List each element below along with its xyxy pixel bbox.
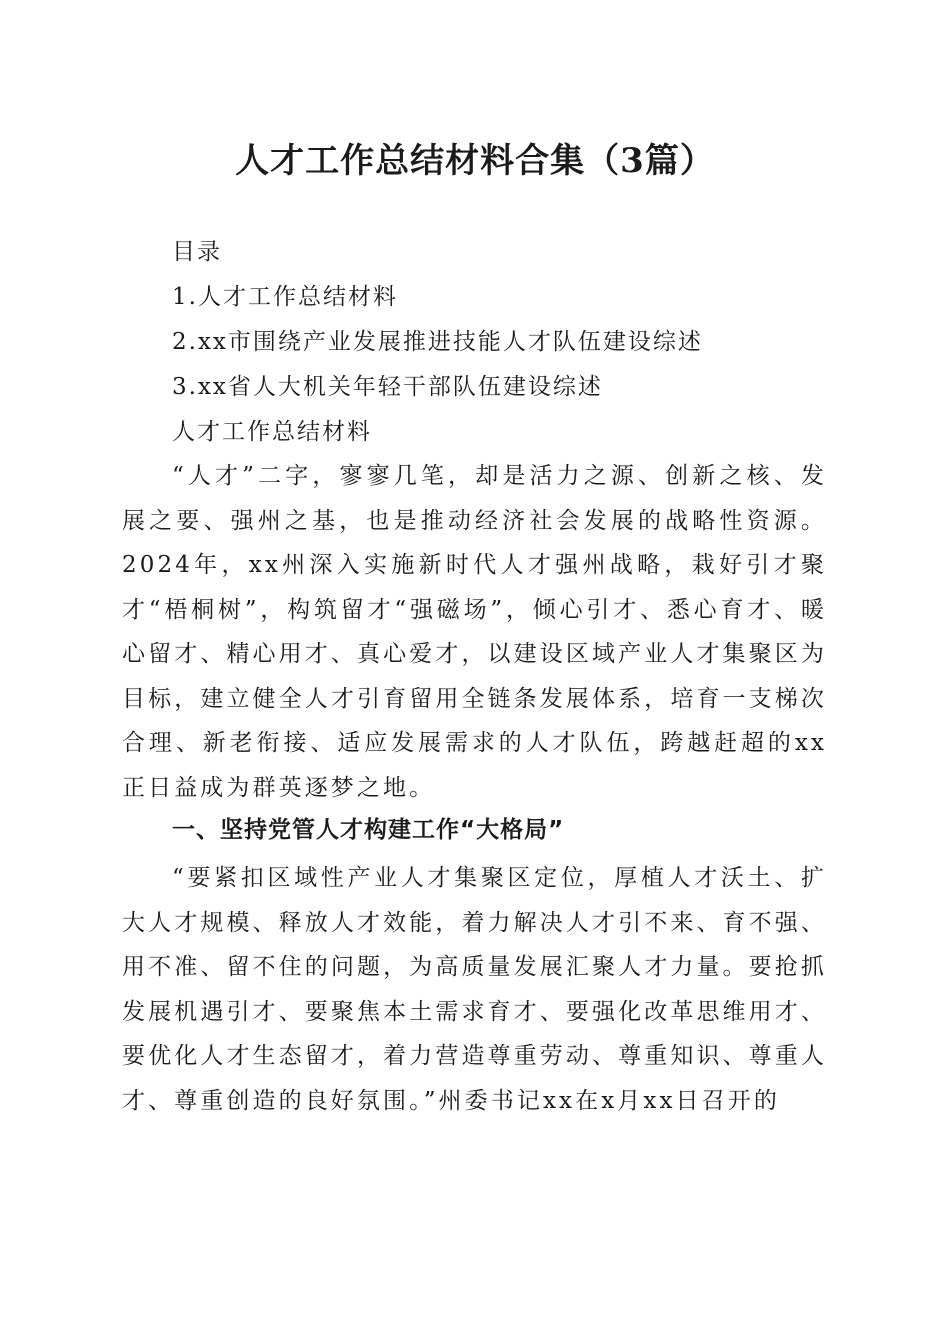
table-of-contents	[172, 230, 872, 455]
document-title: 人才工作总结材料合集（3篇）	[235, 141, 715, 181]
body-paragraph: “要紧扣区域性产业人才集聚区定位，厚植人才沃土、扩大人才规模、释放人才效能，着力解决人才引不来、育不强、用不准、留不住的问题，为高质量发展汇聚人才力量。要抢抓发展机遇引才、要聚焦本土需求育才、要强化改革思维用才、要优化人才生态留才，着力营造尊重劳动、尊重知识、尊重人才、尊重创造的良好氛围。”州委书记xx在x月xx日召开的	[122, 865, 827, 1114]
section-heading: 一、坚持党管人才构建工作“大格局”	[172, 817, 565, 843]
toc-item: 2.xx市围绕产业发展推进技能人才队伍建设综述	[172, 329, 703, 355]
section-title: 人才工作总结材料	[172, 419, 372, 445]
toc-label: 目录	[172, 239, 222, 265]
toc-item: 3.xx省人大机关年轻干部队伍建设综述	[172, 374, 603, 400]
body-paragraph: “人才”二字，寥寥几笔，却是活力之源、创新之核、发展之要、强州之基，也是推动经济社会发展的战略性资源。2024年，xx州深入实施新时代人才强州战略，栽好引才聚才“梧桐树”，构筑留才“强磁场”，倾心引才、悉心育才、暖心留才、精心用才、真心爱才，以建设区域产业人才集聚区为目标，建立健全人才引育留用全链条发展体系，培育一支梯次合理、新老衔接、适应发展需求的人才队伍，跨越赶超的xx正日益成为群英逐梦之地。	[122, 463, 827, 801]
toc-item: 1.人才工作总结材料	[172, 284, 398, 310]
